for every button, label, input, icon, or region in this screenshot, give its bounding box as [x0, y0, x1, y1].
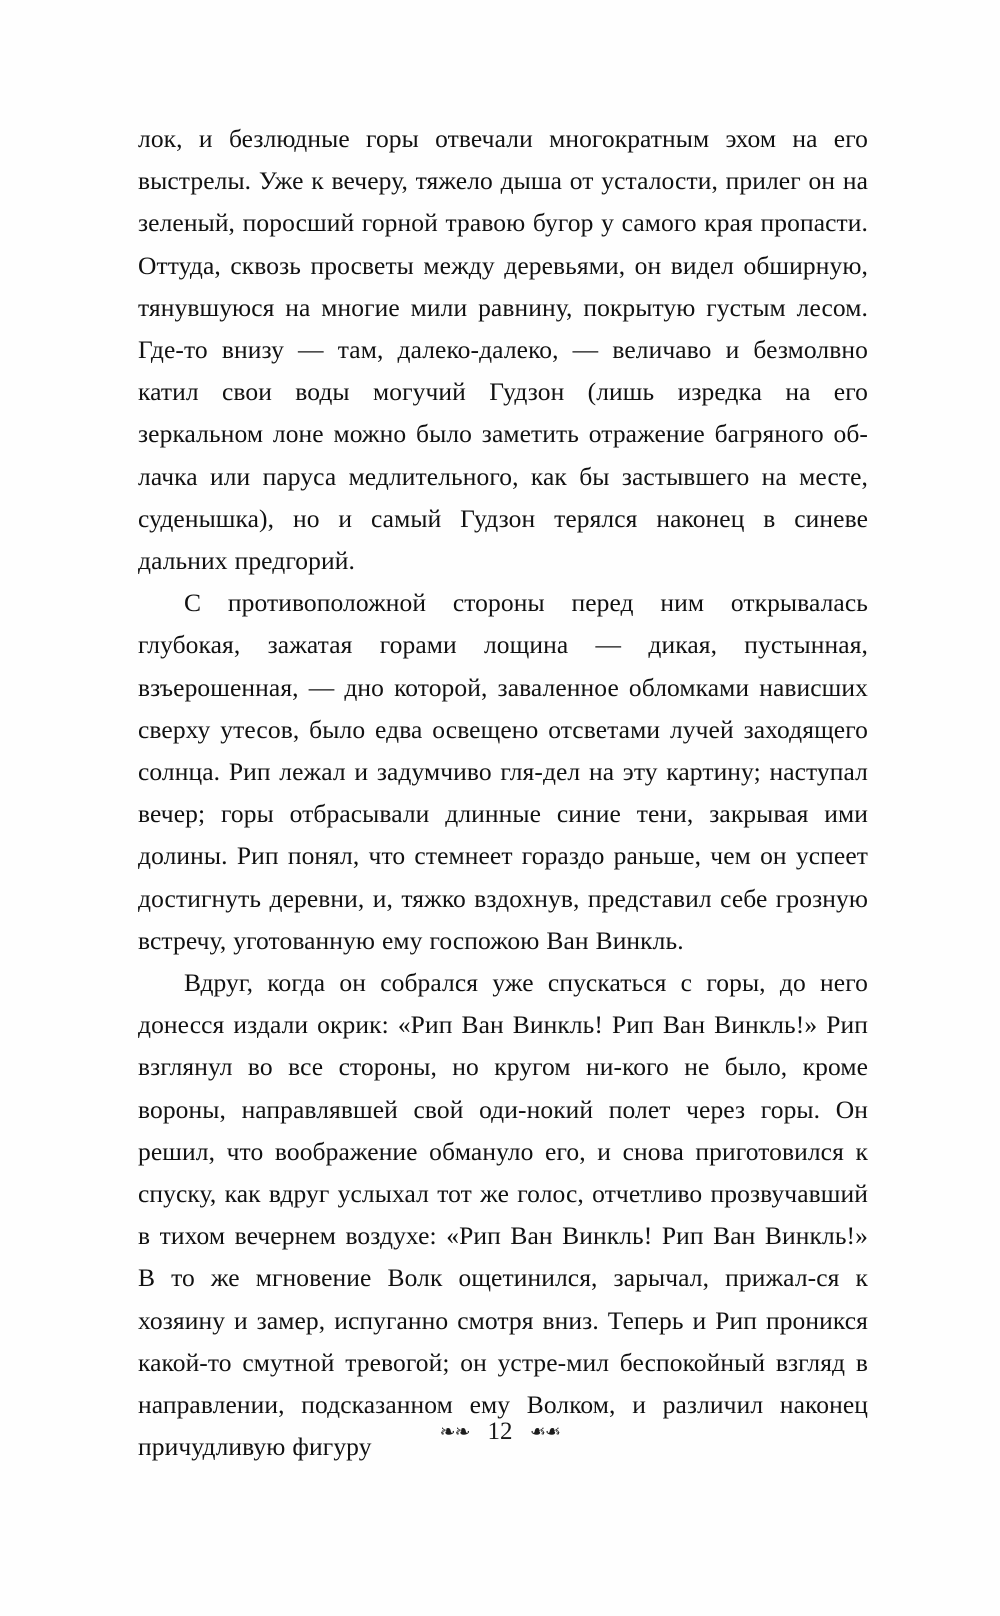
- paragraph: лок, и безлюдные горы отвечали многократным эхом на его выстрелы. Уже к вечеру, тяжело дыша от усталости, прилег он на зеленый, поросший горной травою бугор у самого края пропасти. Оттуда, сквозь просветы между деревьями, он видел обширную, тянувшуюся на многие мили равнину, покрытую густым лесом. Где-то внизу — там, далеко-далеко, — величаво и безмолвно катил свои воды могучий Гудзон (лишь изредка на его зеркальном лоне можно было заметить отражение багряного об-лачка или паруса медлительного, как бы застывшего на месте, суденышка), но и самый Гудзон терялся наконец в синеве дальних предгорий.: [138, 124, 868, 576]
- page-text-body: [138, 118, 868, 1469]
- page-footer: [0, 1418, 1000, 1446]
- ornament-left-icon: ❧❧: [439, 1420, 470, 1443]
- paragraph: Вдруг, когда он собрался уже спускаться с горы, до него донесся издали окрик: «Рип Ван Винкль! Рип Ван Винкль!» Рип взглянул во все стороны, но кругом ни-кого не было, кроме вороны, направлявшей свой оди-нокий полет через горы. Он решил, что воображение обмануло его, и снова приготовился к спуску, как вдруг услыхал тот же голос, отчетливо прозвучавший в тихом вечернем воздухе: «Рип Ван Винкль! Рип Ван Винкль!» В то же мгновение Волк ощетинился, зарычал, прижал-ся к хозяину и замер, испуганно смотря вниз. Теперь и Рип проникся какой-то смутной тревогой; он устре-мил беспокойный взгляд в направлении, подсказанном ему Волком, и различил наконец причудливую фигуру: [138, 968, 868, 1462]
- page-number: 12: [487, 1418, 513, 1445]
- ornament-right-icon: ❧❧: [530, 1420, 561, 1443]
- paragraph: С противоположной стороны перед ним открывалась глубокая, зажатая горами лощина — дикая, пустынная, взъерошенная, — дно которой, заваленное обломками нависших сверху утесов, было едва освещено отсветами лучей заходящего солнца. Рип лежал и задумчиво гля-дел на эту картину; наступал вечер; горы отбрасывали длинные синие тени, закрывая ими долины. Рип понял, что стемнеет гораздо раньше, чем он успеет достигнуть деревни, и, тяжко вздохнув, представил себе грозную встречу, уготованную ему госпожою Ван Винкль.: [138, 588, 868, 955]
